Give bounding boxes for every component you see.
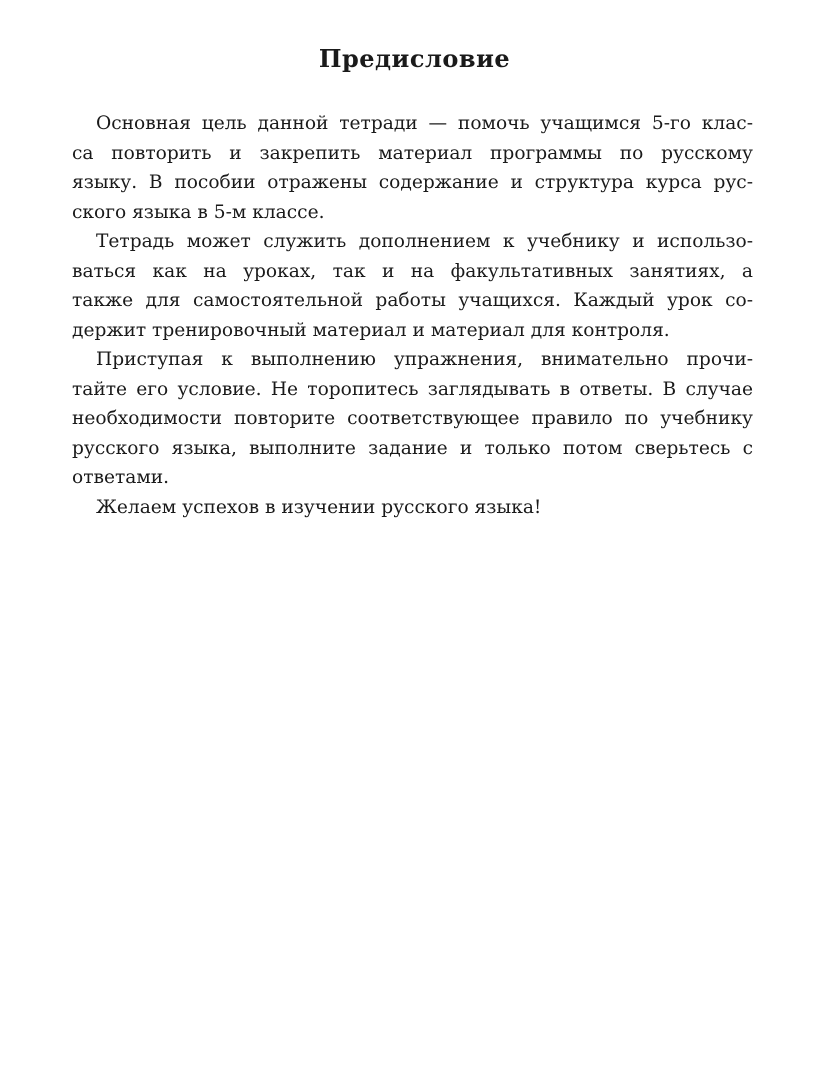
paragraph-1 [72, 109, 753, 227]
text-line: са повторить и закрепить материал программы по русскому [72, 142, 753, 164]
text-line: русского языка, выполните задание и только потом сверьтесь с [72, 437, 753, 459]
text-line: держит тренировочный материал и материал для контроля. [72, 319, 670, 341]
paragraph-4 [72, 493, 753, 523]
paragraph-2 [72, 227, 753, 345]
text-line: Основная цель данной тетради — помочь учащимся 5-го клас- [96, 113, 753, 134]
text-line: Приступая к выполнению упражнения, внимательно прочи- [96, 349, 753, 370]
text-line: также для самостоятельной работы учащихся. Каждый урок со- [72, 290, 753, 311]
text-line: ваться как на уроках, так и на факультативных занятиях, а [72, 260, 753, 282]
text-line: тайте его условие. Не торопитесь заглядывать в ответы. В случае [72, 378, 753, 400]
text-line: ответами. [72, 467, 170, 488]
preface-body [72, 109, 753, 522]
text-line: Тетрадь может служить дополнением к учебнику и использо- [96, 231, 753, 252]
text-line: Желаем успехов в изучении русского языка! [96, 496, 542, 518]
text-line: ского языка в 5-м классе. [72, 201, 325, 223]
text-line: языку. В пособии отражены содержание и структура курса рус- [72, 172, 753, 193]
paragraph-3 [72, 345, 753, 493]
text-line: необходимости повторите соответствующее правило по учебнику [72, 408, 753, 429]
page-title: Предисловие [318, 44, 511, 73]
